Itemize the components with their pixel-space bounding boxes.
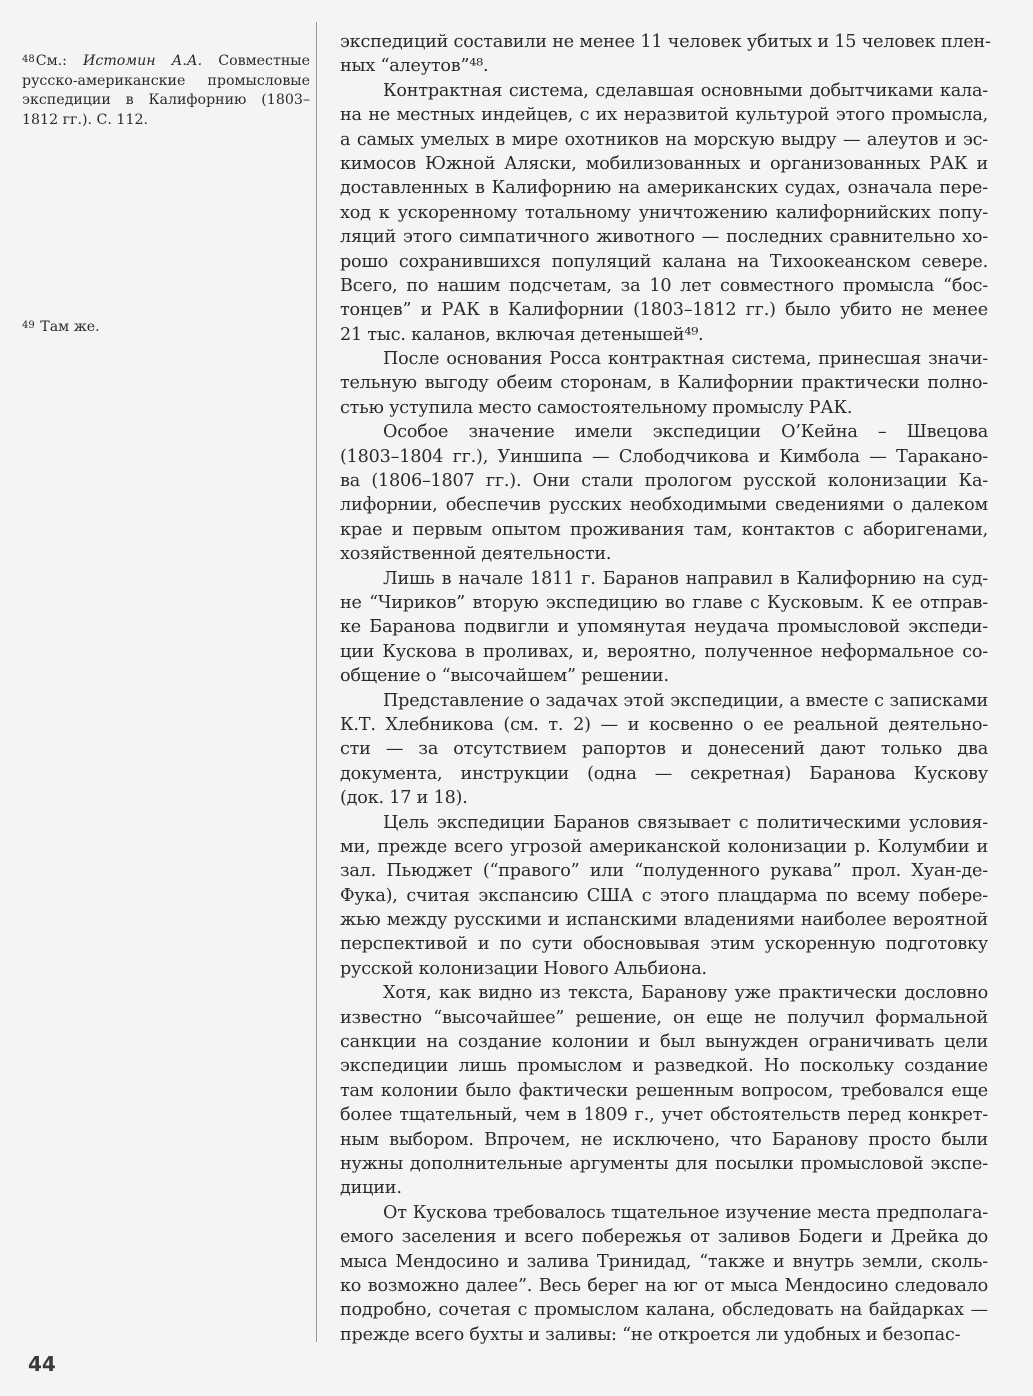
paragraph	[340, 689, 988, 811]
text-line: ных “алеутов”⁴⁸.	[340, 56, 489, 77]
text-line: на не местных индейцев, с их неразвитой культурой этого промысла,	[340, 105, 988, 126]
text-line: стью уступила место самостоятельному промыслу РАК.	[340, 397, 853, 418]
text-line: ми, прежде всего угрозой американской колонизации р. Колумбии и	[340, 836, 988, 857]
text-line: санкции на создание колонии и был вынужден ограничивать цели	[340, 1032, 988, 1053]
text-line: доставленных в Калифорнию на американских судах, означала пере-	[340, 178, 988, 199]
text-line: От Кускова требовалось тщательное изучение места предполага-	[383, 1202, 988, 1223]
footnote-49	[22, 318, 310, 338]
text-line: более тщательный, чем в 1809 г., учет обстоятельств перед конкрет-	[340, 1105, 988, 1126]
paragraph	[340, 30, 991, 79]
text-line: (док. 17 и 18).	[340, 788, 468, 809]
text-line: После основания Росса контрактная система, принесшая значи-	[383, 349, 988, 370]
footnote-48	[22, 52, 310, 130]
text-line: жью между русскими и испанскими владениями наиболее вероятной	[340, 910, 988, 931]
text-line: ко возможно далее”. Весь берег на юг от мыса Мендосино следовало	[340, 1275, 988, 1296]
text-line: экспедиции лишь промыслом и разведкой. Но поскольку создание	[340, 1056, 988, 1077]
text-line: крае и первым опытом проживания там, контактов с аборигенами,	[340, 519, 988, 540]
footnote-number: 49	[22, 320, 35, 331]
text-line: лифорнии, обеспечив русских необходимыми сведениями о далеком	[340, 495, 988, 516]
text-line: К.Т. Хлебникова (см. т. 2) — и косвенно о ее реальной деятельно-	[340, 714, 988, 735]
text-line: зал. Пьюджет (“правого” или “полуденного рукава” прол. Хуан-де-	[340, 861, 988, 882]
paragraph	[340, 347, 988, 420]
paragraph	[340, 420, 988, 566]
text-line: известно “высочайшее” решение, он еще не получил формальной	[340, 1007, 988, 1028]
text-line: сти — за отсутствием рапортов и донесений дают только два	[340, 739, 988, 760]
text-line: а самых умелых в мире охотников на морскую выдру — алеутов и эс-	[340, 129, 988, 150]
text-line: Представление о задачах этой экспедиции, а вместе с записками	[383, 690, 988, 711]
text-line: Особое значение имели экспедиции О’Кейна – Швецова	[383, 422, 988, 443]
column-divider	[316, 22, 317, 1342]
paragraph	[340, 811, 988, 982]
footnote-text: Совместные русско-американские промысловые экспедиции в Калифорнию (1803–1812 гг.). С. 112.	[22, 53, 310, 128]
text-line: ход к ускоренному тотальному уничтожению калифорнийских попу-	[340, 202, 988, 223]
text-line: Контрактная система, сделавшая основными добытчиками кала-	[383, 80, 988, 101]
text-line: Лишь в начале 1811 г. Баранов направил в Калифорнию на суд-	[383, 568, 988, 589]
text-line: подробно, сочетая с промыслом калана, обследовать на байдарках —	[340, 1300, 988, 1321]
footnote-number: 48	[22, 54, 35, 65]
text-line: нужны дополнительные аргументы для посылки промысловой экспе-	[340, 1153, 988, 1174]
text-line: Хотя, как видно из текста, Баранову уже практически дословно	[383, 983, 988, 1004]
text-line: кимосов Южной Аляски, мобилизованных и организованных РАК и	[340, 153, 988, 174]
text-line: мыса Мендосино и залива Тринидад, “также и внутрь земли, сколь-	[340, 1251, 988, 1272]
paragraph	[340, 567, 988, 689]
page-number: 44	[28, 1352, 56, 1376]
text-line: ва (1806–1807 гг.). Они стали прологом русской колонизации Ка-	[340, 471, 988, 492]
text-line: там колонии было фактически решенным вопросом, требовался еще	[340, 1080, 988, 1101]
text-line: тонцев” и РАК в Калифорнии (1803–1812 гг.) было убито не менее	[340, 300, 988, 321]
text-line: (1803–1804 гг.), Уиншипа — Слободчикова и Кимбола — Таракано-	[340, 446, 988, 467]
text-line: диции.	[340, 1178, 402, 1199]
text-line: Цель экспедиции Баранов связывает с политическими условия-	[383, 812, 988, 833]
text-line: не “Чириков” вторую экспедицию во главе с Кусковым. К ее отправ-	[340, 592, 988, 613]
footnote-text: Там же.	[40, 319, 100, 335]
text-line: 21 тыс. каланов, включая детенышей⁴⁹.	[340, 324, 704, 345]
footnote-author: Истомин А.А.	[83, 53, 203, 69]
text-line: тельную выгоду обеим сторонам, в Калифорнии практически полно-	[340, 373, 988, 394]
text-line: хозяйственной деятельности.	[340, 544, 612, 565]
text-line: Всего, по нашим подсчетам, за 10 лет совместного промысла “бос-	[340, 275, 988, 296]
text-line: перспективой и по сути обосновывая этим ускоренную подготовку	[340, 934, 988, 955]
paragraph	[340, 981, 988, 1201]
text-line: общение о “высочайшем” решении.	[340, 666, 669, 687]
paragraph	[340, 79, 988, 347]
text-line: документа, инструкции (одна — секретная) Баранова Кускову	[340, 763, 988, 784]
main-text-column	[340, 30, 991, 1347]
text-line: ке Баранова подвигли и упомянутая неудача промысловой экспеди-	[340, 617, 988, 638]
text-line: емого заселения и всего побережья от заливов Бодеги и Дрейка до	[340, 1227, 988, 1248]
text-line: экспедиций составили не менее 11 человек убитых и 15 человек плен-	[340, 32, 991, 52]
footnote-prefix: См.:	[35, 53, 83, 69]
text-line: ным выбором. Впрочем, не исключено, что Баранову просто были	[340, 1129, 988, 1150]
text-line: рошо сохранившихся популяций калана на Тихоокеанском севере.	[340, 251, 988, 272]
text-line: ляций этого симпатичного животного — последних сравнительно хо-	[340, 227, 988, 248]
text-line: ции Кускова в проливах, и, вероятно, полученное неформальное со-	[340, 641, 988, 662]
paragraph	[340, 1201, 988, 1347]
text-line: прежде всего бухты и заливы: “не откроется ли удобных и безопас-	[340, 1324, 961, 1345]
text-line: русской колонизации Нового Альбиона.	[340, 958, 707, 979]
text-line: Фука), считая экспансию США с этого плацдарма по всему побере-	[340, 885, 988, 906]
